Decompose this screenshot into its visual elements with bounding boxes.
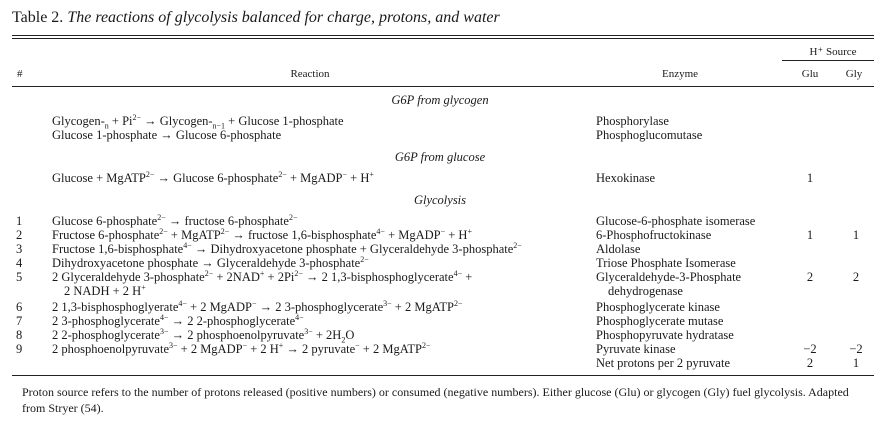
net-row-label: Net protons per 2 pyruvate <box>596 356 730 370</box>
table-label: Table 2. <box>12 9 64 26</box>
glycogen-row-2-enzyme: Phosphoglucomutase <box>596 128 703 142</box>
row-5-number: 5 <box>16 270 23 284</box>
header-rule <box>12 86 874 87</box>
row-5-enzyme: Glyceraldehyde-3-Phosphate <box>596 270 742 284</box>
top-rule <box>12 35 874 36</box>
section-glycolysis: Glycolysis <box>413 193 467 207</box>
row-5-enzyme-cont: dehydrogenase <box>608 284 683 298</box>
row-2-gly: 1 <box>852 228 860 242</box>
glycogen-row-1-reaction: Glycogen-$_n + Pi^{2-}$ → Glycogen-$_{n-1} + Glucose$ 1-phosphate <box>52 112 344 131</box>
glucose-row-1-reaction: Glucose + MgATP$^{2-}$ → Glucose 6-phosphate$^{2-}$ + MgADP− + H+ <box>52 169 374 185</box>
header-proton-source: H⁺ Source <box>809 46 857 58</box>
row-8-enzyme: Phosphopyruvate hydratase <box>596 328 734 342</box>
proton-source-rule <box>782 60 874 61</box>
row-3-number: 3 <box>16 242 23 256</box>
top-rule-thin <box>12 38 874 39</box>
row-1-reaction: Glucose 6-phosphate$^{2-}$ → fructose 6-phosphate$^{2-}$ <box>52 212 298 228</box>
glucose-row-1-enzyme: Hexokinase <box>596 171 656 185</box>
header-gly: Gly <box>845 68 863 80</box>
net-row-gly: 1 <box>852 356 860 370</box>
bottom-rule <box>12 375 874 376</box>
header-enzyme: Enzyme <box>661 68 699 80</box>
row-9-gly: −2 <box>849 342 863 356</box>
glycogen-row-1-enzyme: Phosphorylase <box>596 114 669 128</box>
table-caption: The reactions of glycolysis balanced for charge, protons, and water <box>67 9 500 26</box>
row-8-number: 8 <box>16 328 23 342</box>
table-title <box>12 9 500 27</box>
header-reaction: Reaction <box>290 68 330 80</box>
row-1-number: 1 <box>16 214 23 228</box>
row-9-reaction: 2 phosphoenolpyruvate$^{3-}$ + 2 MgADP− + 2 H+ → 2 pyruvate− + 2 MgATP$^{2-}$ <box>52 340 431 356</box>
header-number: # <box>17 68 23 80</box>
header-glu: Glu <box>801 68 819 80</box>
row-6-number: 6 <box>16 300 23 314</box>
row-4-number: 4 <box>16 256 23 270</box>
row-1-enzyme: Glucose-6-phosphate isomerase <box>596 214 756 228</box>
row-6-enzyme: Phosphoglycerate kinase <box>596 300 720 314</box>
row-2-enzyme: 6-Phosphofructokinase <box>596 228 712 242</box>
row-6-reaction: 2 1,3-bisphosphoglyerate$^{4-}$ + 2 MgADP− → 2 3-phosphoglycerate$^{3-}$ + 2 MgATP$^{2-}$ <box>52 298 463 314</box>
row-5-reaction-cont: 2 NADH + 2 H+ <box>64 282 146 298</box>
row-3-reaction: Fructose 1,6-bisphosphate$^{4-}$ → Dihydroxyacetone phosphate + Glyceraldehyde 3-phosphate$^{2-}$ <box>52 240 522 256</box>
row-5-gly: 2 <box>852 270 860 284</box>
section-glycogen: G6P from glycogen <box>391 93 489 107</box>
row-2-glu: 1 <box>806 228 814 242</box>
row-9-number: 9 <box>16 342 23 356</box>
row-2-reaction: Fructose 6-phosphate$^{2-}$ + MgATP$^{2-}$ → fructose 1,6-bisphosphate$^{4-}$ + MgADP− + H+ <box>52 226 472 242</box>
row-4-enzyme: Triose Phosphate Isomerase <box>596 256 736 270</box>
row-7-enzyme: Phosphoglycerate mutase <box>596 314 724 328</box>
row-5-glu: 2 <box>806 270 814 284</box>
row-7-reaction: 2 3-phosphoglycerate$^{4-}$ → 2 2-phosphoglycerate$^{4-}$ <box>52 312 304 328</box>
row-8-reaction: 2 2-phosphoglycerate$^{3-}$ → 2 phosphoenolpyruvate$^{3-}$ + $2H_2O$ <box>52 326 355 345</box>
net-row-glu: 2 <box>806 356 814 370</box>
row-2-number: 2 <box>16 228 23 242</box>
section-glucose: G6P from glucose <box>394 150 486 164</box>
glycogen-row-2-reaction: Glucose 1-phosphate → Glucose 6-phosphate <box>52 128 282 142</box>
table-footnote: Proton source refers to the number of protons released (positive numbers) or consumed (negative numbers). Either glucose (Glu) or glycogen (Gly) fuel glycolysis. Adapted from Stryer (54). <box>22 385 849 415</box>
row-9-glu: −2 <box>803 342 817 356</box>
glucose-row-1-glu: 1 <box>806 171 814 185</box>
row-5-reaction: 2 Glyceraldehyde 3-phosphate$^{2-}$ + $2NAD^+ + 2Pi^{2-} \to 2$ 1,3-bisphosphoglycerate$^{4-}$ + <box>52 268 473 284</box>
row-7-number: 7 <box>16 314 23 328</box>
row-9-enzyme: Pyruvate kinase <box>596 342 676 356</box>
row-4-reaction: Dihydroxyacetone phosphate → Glyceraldehyde 3-phosphate$^{2-}$ <box>52 254 369 270</box>
row-3-enzyme: Aldolase <box>596 242 641 256</box>
